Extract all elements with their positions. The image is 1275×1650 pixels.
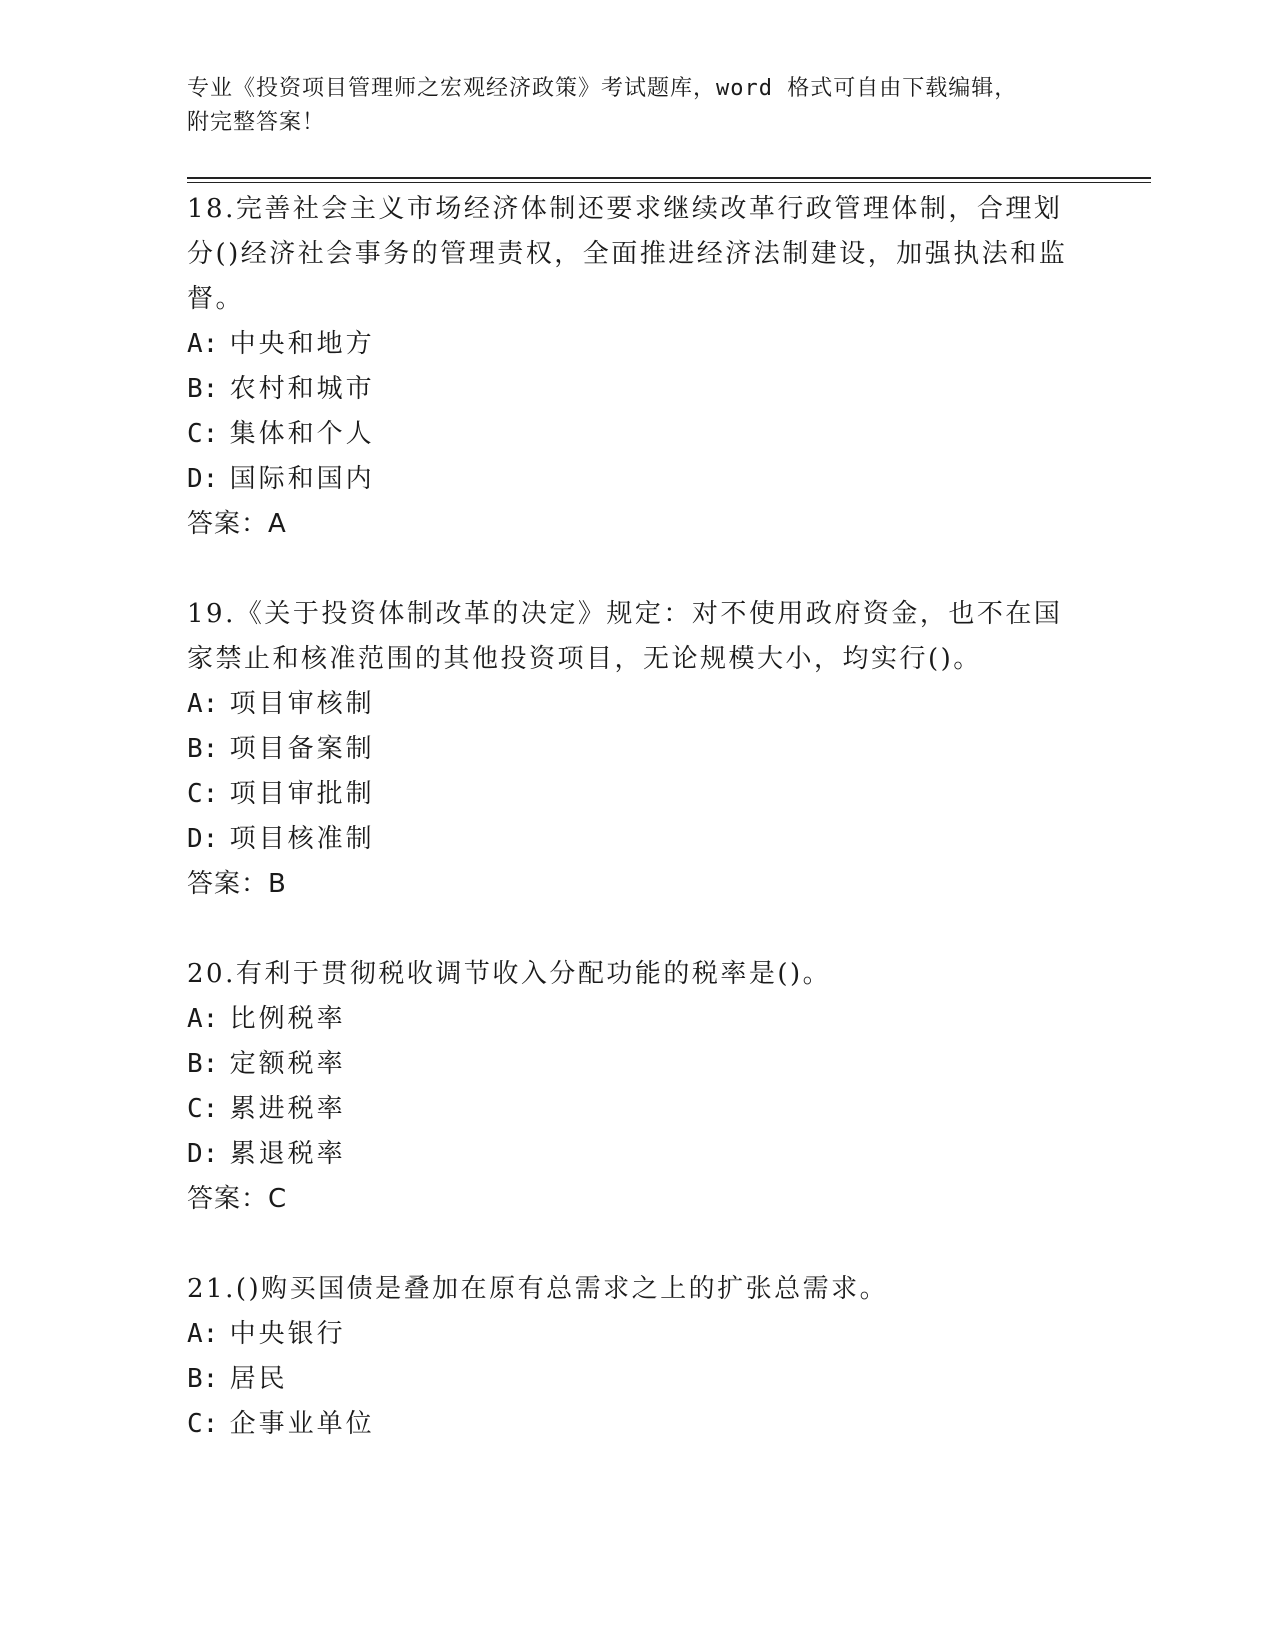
option-text: 农村和城市 [229, 374, 375, 404]
question-20 [187, 952, 1087, 1222]
option-text: 比例税率 [229, 1004, 346, 1034]
option-b [187, 727, 1087, 772]
option-text: 集体和个人 [229, 419, 375, 449]
option-letter: A: [187, 1319, 219, 1349]
question-stem: 21.()购买国债是叠加在原有总需求之上的扩张总需求。 [187, 1274, 889, 1304]
question-18 [187, 187, 1087, 547]
option-a [187, 1312, 1087, 1357]
option-letter: B: [187, 1364, 219, 1394]
spacer [187, 1222, 1087, 1267]
option-a [187, 997, 1087, 1042]
option-letter: D: [187, 464, 219, 494]
option-c [187, 1402, 1087, 1447]
option-letter: B: [187, 374, 219, 404]
document-header [187, 72, 1067, 140]
option-text: 居民 [229, 1364, 288, 1394]
option-letter: A: [187, 329, 219, 359]
option-text: 项目核准制 [229, 824, 375, 854]
option-letter: B: [187, 734, 219, 764]
question-list [187, 187, 1087, 1447]
option-text: 累退税率 [229, 1139, 346, 1169]
option-letter: D: [187, 824, 219, 854]
option-letter: C: [187, 1409, 219, 1439]
option-letter: A: [187, 689, 219, 719]
option-c [187, 772, 1087, 817]
option-letter: A: [187, 1004, 219, 1034]
option-d [187, 1132, 1087, 1177]
option-a [187, 682, 1087, 727]
option-text: 定额税率 [229, 1049, 346, 1079]
question-19 [187, 592, 1087, 907]
question-stem: 18.完善社会主义市场经济体制还要求继续改革行政管理体制，合理划分()经济社会事务的管理责权，全面推进经济法制建设，加强执法和监督。 [187, 194, 1068, 314]
header-line-1: 专业《投资项目管理师之宏观经济政策》考试题库，word 格式可自由下载编辑， [187, 76, 1018, 101]
option-letter: B: [187, 1049, 219, 1079]
option-text: 项目备案制 [229, 734, 375, 764]
header-divider-thick [187, 177, 1151, 179]
option-letter: C: [187, 779, 219, 809]
option-text: 中央银行 [229, 1319, 346, 1349]
answer-line: 答案：A [187, 509, 287, 539]
option-b [187, 367, 1087, 412]
option-text: 累进税率 [229, 1094, 346, 1124]
option-d [187, 817, 1087, 862]
header-divider-thin [187, 182, 1151, 183]
header-line-2: 附完整答案！ [187, 110, 326, 135]
option-text: 中央和地方 [229, 329, 375, 359]
option-text: 企事业单位 [229, 1409, 375, 1439]
option-c [187, 1087, 1087, 1132]
option-d [187, 457, 1087, 502]
option-a [187, 322, 1087, 367]
option-b [187, 1357, 1087, 1402]
option-b [187, 1042, 1087, 1087]
answer-line: 答案：B [187, 869, 287, 899]
question-stem: 19.《关于投资体制改革的决定》规定：对不使用政府资金，也不在国家禁止和核准范围的其他投资项目，无论规模大小，均实行()。 [187, 599, 1063, 674]
option-letter: C: [187, 419, 219, 449]
answer-line: 答案：C [187, 1184, 288, 1214]
spacer [187, 547, 1087, 592]
option-c [187, 412, 1087, 457]
option-text: 项目审核制 [229, 689, 375, 719]
spacer [187, 907, 1087, 952]
option-letter: D: [187, 1139, 219, 1169]
question-stem: 20.有利于贯彻税收调节收入分配功能的税率是()。 [187, 959, 832, 989]
option-letter: C: [187, 1094, 219, 1124]
option-text: 项目审批制 [229, 779, 375, 809]
question-21 [187, 1267, 1087, 1447]
option-text: 国际和国内 [229, 464, 375, 494]
